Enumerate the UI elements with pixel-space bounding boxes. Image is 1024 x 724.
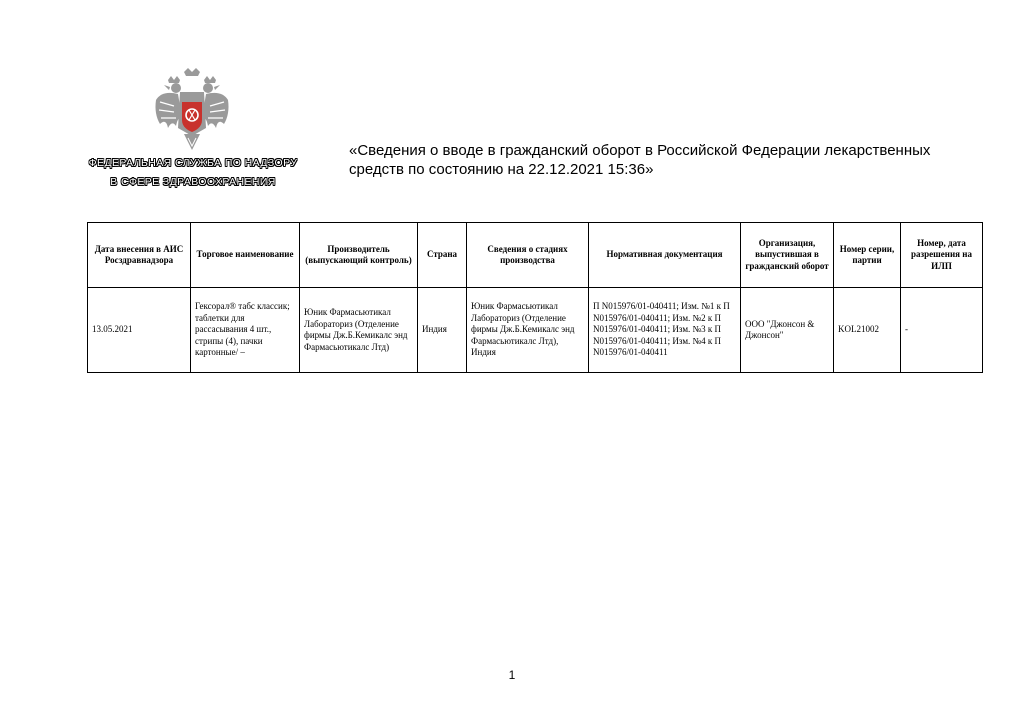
- cell-regulatory-docs: П N015976/01-040411; Изм. №1 к П N015976/01-040411; Изм. №2 к П N015976/01-040411; Изм. №3 к П N015976/01-040411; Изм. №4 к П N015976/01-040411: [589, 288, 741, 373]
- cell-batch-number: KOL21002: [834, 288, 901, 373]
- column-header-batch-number: Номер серии, партии: [834, 223, 901, 288]
- cell-trade-name: Гексорал® табс классик; таблетки для рассасывания 4 шт., стрипы (4), пачки картонные/ –: [191, 288, 300, 373]
- cell-production-stages: Юник Фармасьютикал Лабораториз (Отделение фирмы Дж.Б.Кемикалс энд Фармасьютикалс Лтд), Индия: [467, 288, 589, 373]
- cell-manufacturer: Юник Фармасьютикал Лабораториз (Отделение фирмы Дж.Б.Кемикалс энд Фармасьютикалс Лтд): [300, 288, 418, 373]
- agency-name-line1: ФЕДЕРАЛЬНАЯ СЛУЖБА ПО НАДЗОРУ: [88, 157, 298, 169]
- cell-country: Индия: [418, 288, 467, 373]
- column-header-permit: Номер, дата разрешения на ИЛП: [901, 223, 983, 288]
- registry-table: [87, 222, 983, 373]
- table-row: [88, 288, 983, 373]
- column-header-date: Дата внесения в АИС Росздравнадзора: [88, 223, 191, 288]
- page-number: 1: [508, 668, 516, 682]
- double-headed-eagle-emblem-icon: [152, 66, 232, 156]
- column-header-production-stages: Сведения о стадиях производства: [467, 223, 589, 288]
- column-header-organization: Организация, выпустившая в гражданский оборот: [741, 223, 834, 288]
- cell-permit: -: [901, 288, 983, 373]
- agency-name-line2: В СФЕРЕ ЗДРАВООХРАНЕНИЯ: [110, 176, 276, 188]
- column-header-manufacturer: Производитель (выпускающий контроль): [300, 223, 418, 288]
- document-title: «Сведения о вводе в гражданский оборот в Российской Федерации лекарственных средств по состоянию на 22.12.2021 15:36»: [349, 142, 931, 178]
- column-header-trade-name: Торговое наименование: [191, 223, 300, 288]
- column-header-country: Страна: [418, 223, 467, 288]
- cell-organization: ООО "Джонсон & Джонсон": [741, 288, 834, 373]
- agency-name: [80, 154, 306, 192]
- cell-date: 13.05.2021: [88, 288, 191, 373]
- table-header-row: [88, 223, 983, 288]
- column-header-regulatory-docs: Нормативная документация: [589, 223, 741, 288]
